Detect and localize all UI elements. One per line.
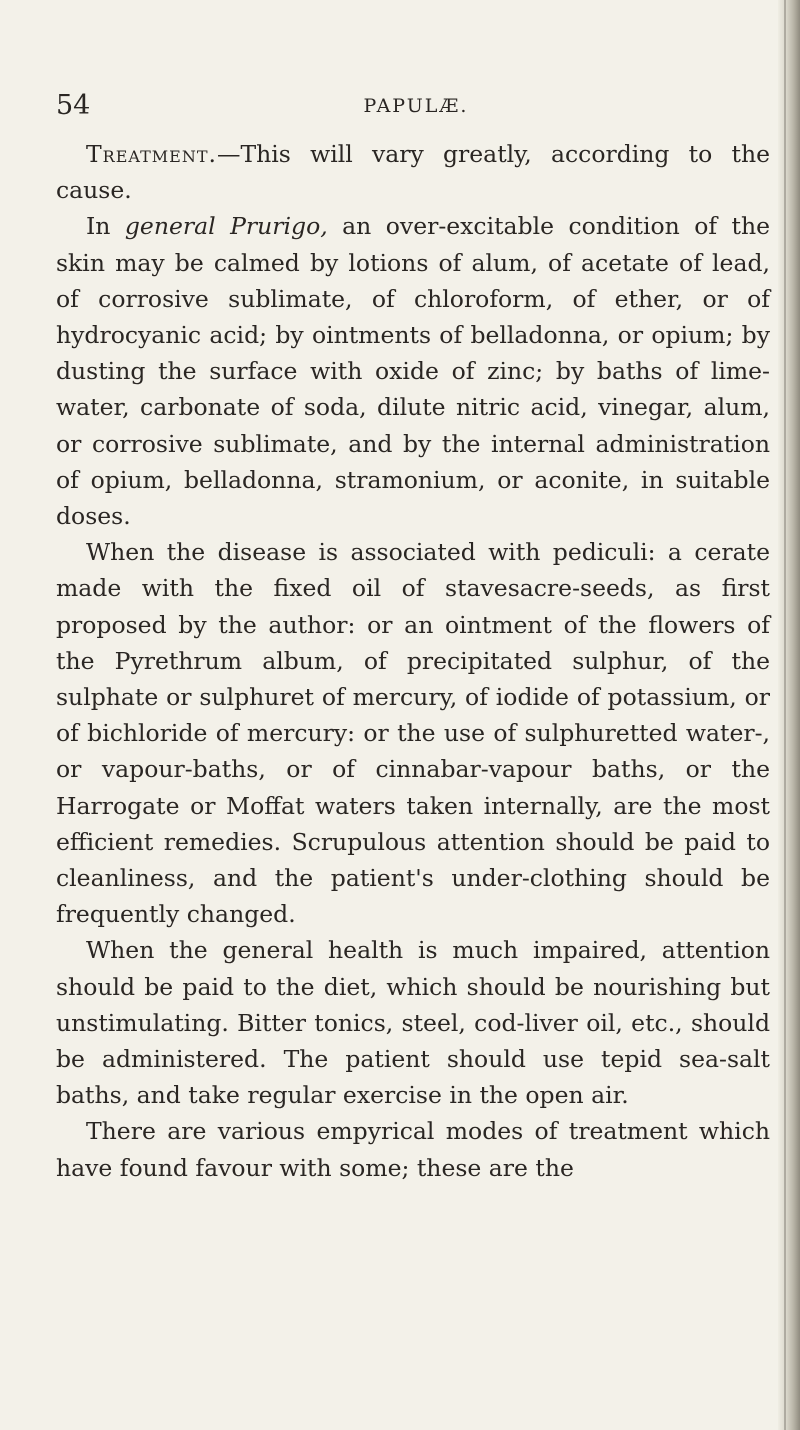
paragraph-treatment [56, 136, 770, 208]
section-lead: Treatment. [86, 140, 217, 168]
paragraph-general-health: When the general health is much impaired, attention should be paid to the diet, which should be nourishing but unstimulating. Bitter tonics, steel, cod-liver oil, etc., should be administered. The patient should use tepid sea-salt baths, and take regular exercise in the open air. [56, 936, 770, 1110]
running-head: PAPULÆ. [363, 95, 469, 117]
paragraph-empyrical-modes: There are various empyrical modes of treatment which have found favour with some; these are the [56, 1117, 770, 1182]
paragraph-lead: In [86, 212, 125, 241]
paragraph-text: —This will vary greatly, according to the cause. [56, 140, 770, 205]
page-edge-shadow [778, 0, 800, 1430]
body-text [56, 136, 770, 1186]
paragraph-text: an over-excitable condition of the skin may be calmed by lotions of alum, of acetate of lead, of corrosive sublimate, of chloroform, of ether, or of hydrocyanic acid; by ointments of belladonna, or opium; by dusting the surface with oxide of zinc; by baths of lime-water, carbonate of soda, dilute nitric acid, vinegar, alum, or corrosive sublimate, and by the internal administration of opium, belladonna, stramonium, or aconite, in suitable doses. [56, 212, 770, 531]
paragraph-pediculi: When the disease is associated with pediculi: a cerate made with the fixed oil of stavesacre-seeds, as first proposed by the author: or an ointment of the flowers of the Pyrethrum album, of precipitated sulphur, of the sulphate or sulphuret of mercury, of iodide of potassium, or of bichloride of mercury: or the use of sulphuretted water-, or vapour-baths, or of cinnabar-vapour baths, or the Harrogate or Moffat waters taken internally, are the most efficient remedies. Scrupulous attention should be paid to cleanliness, and the patient's under-clothing should be frequently changed. [56, 538, 770, 929]
page-header [56, 86, 776, 126]
italic-term: general Prurigo, [124, 212, 328, 241]
paragraph-general-prurigo [56, 208, 770, 534]
page-number: 54 [56, 90, 91, 121]
